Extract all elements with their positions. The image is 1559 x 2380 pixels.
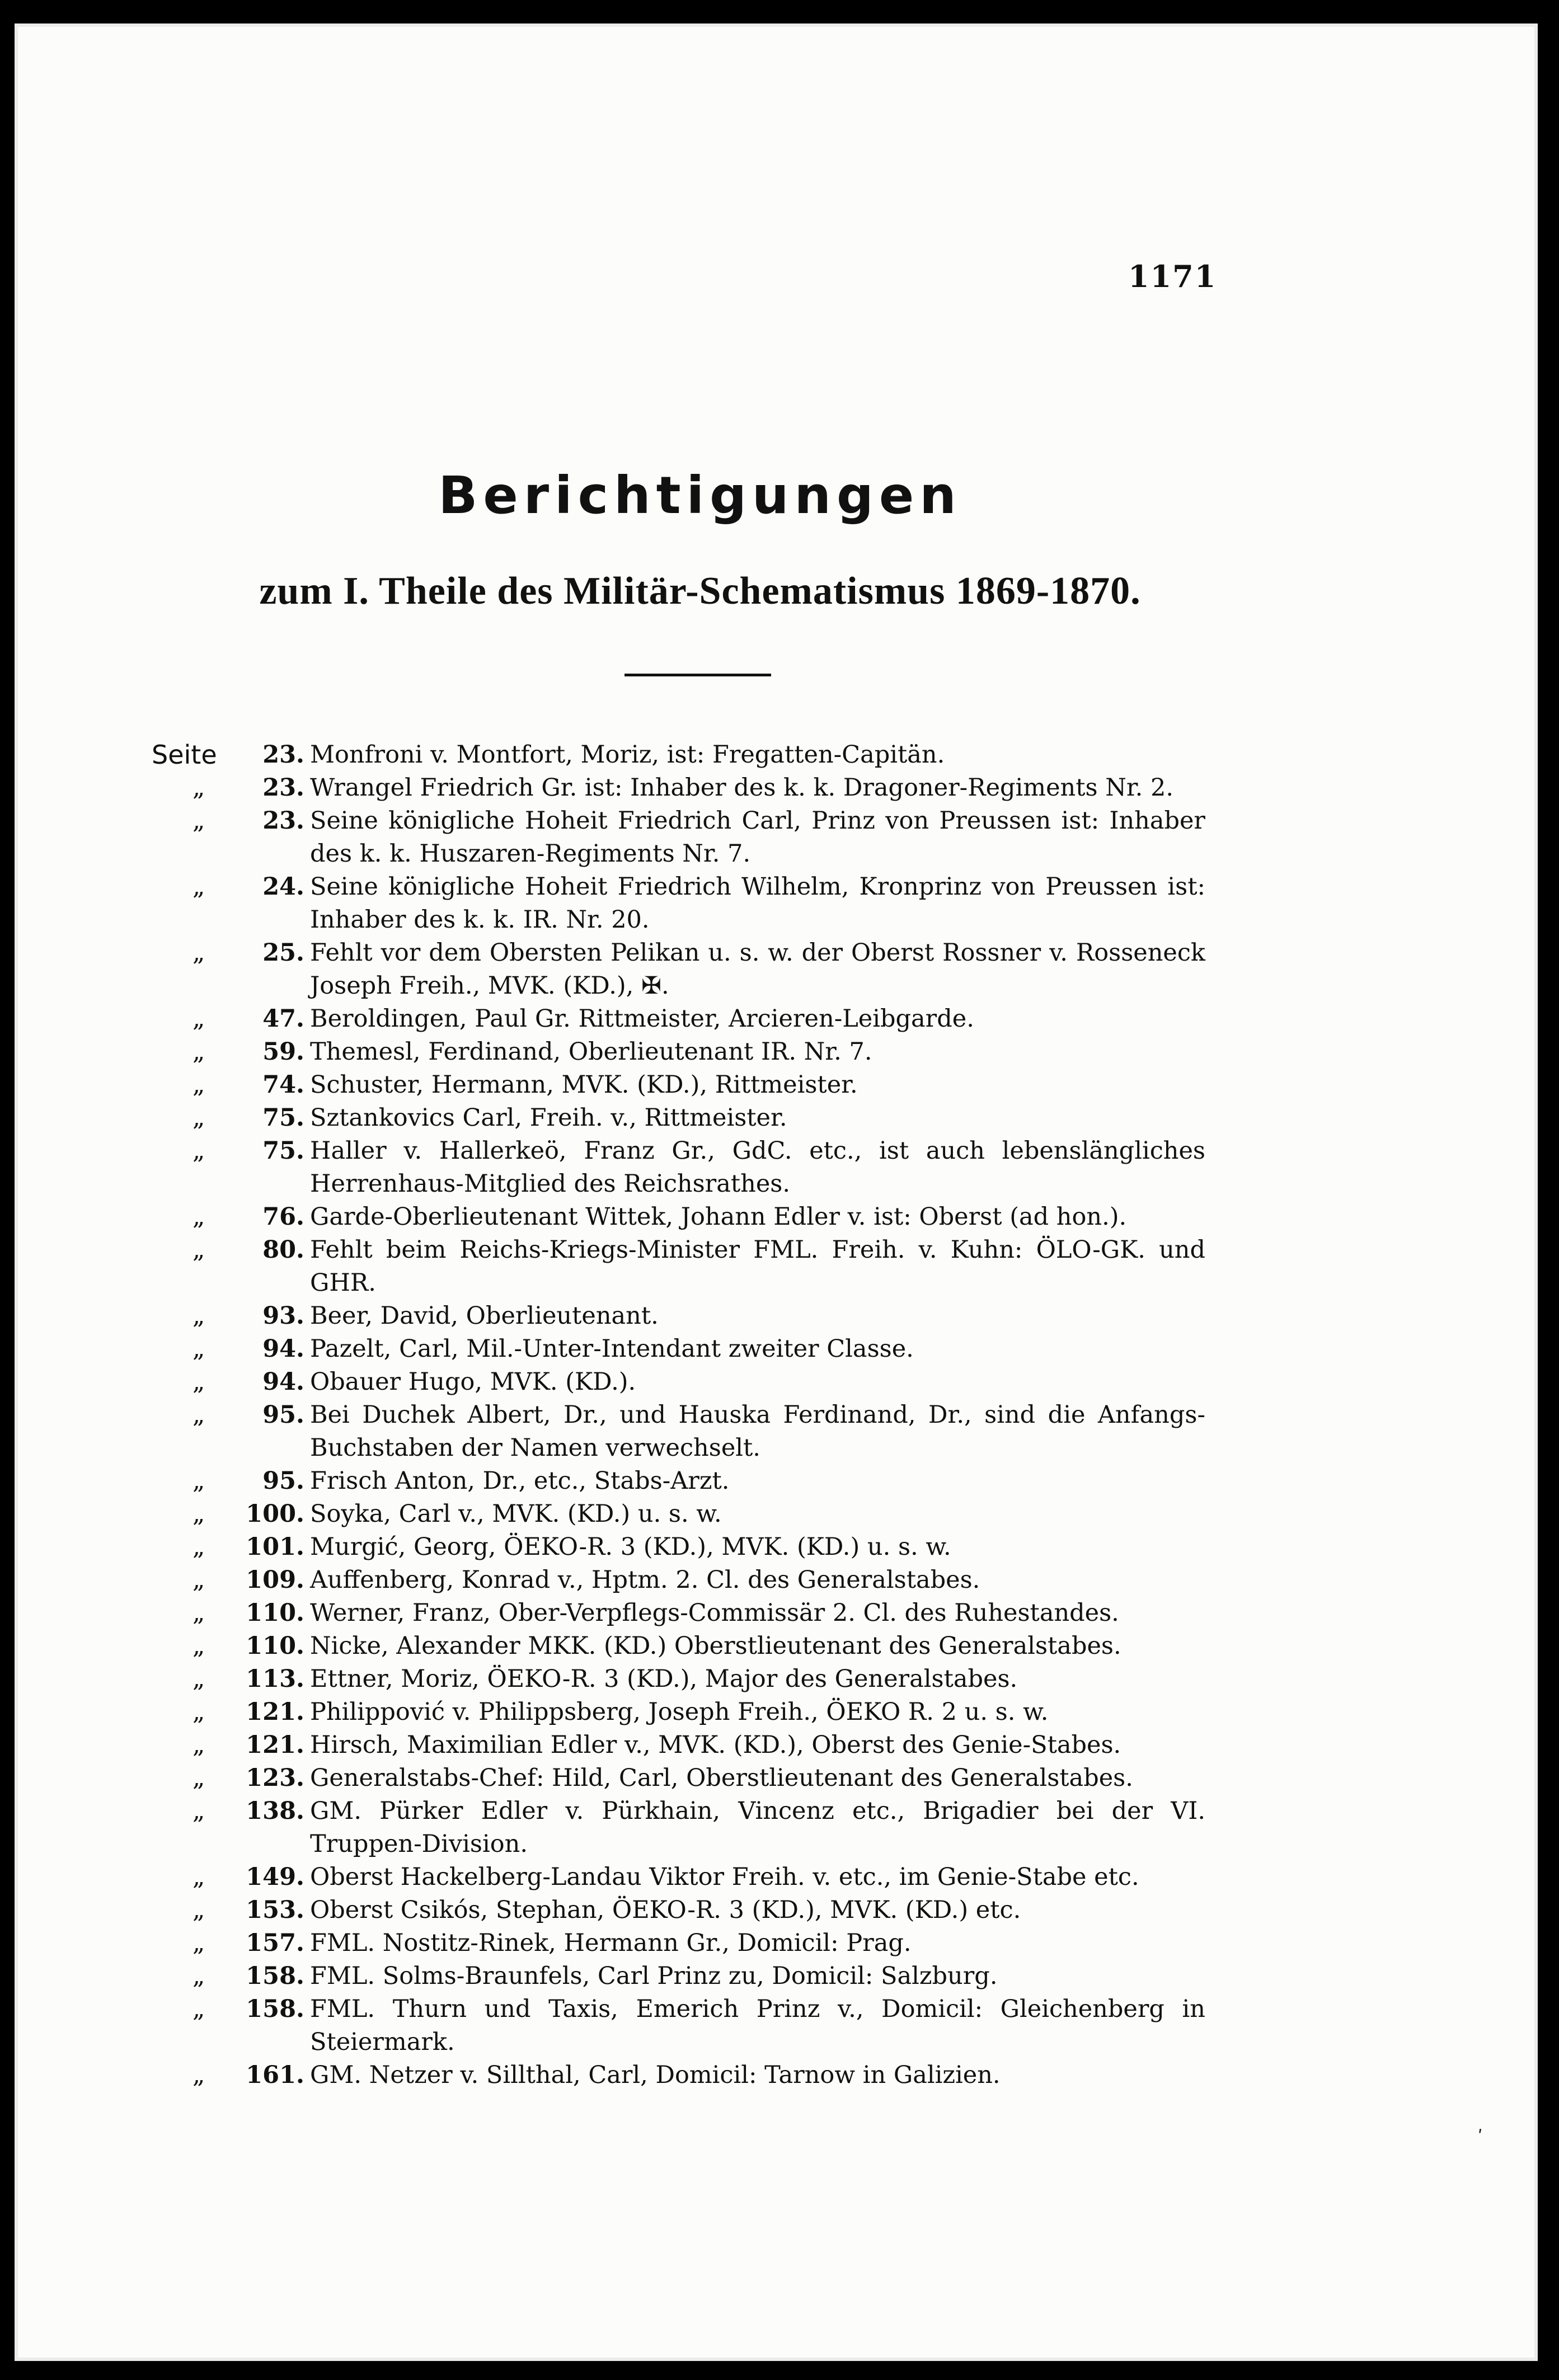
ditto-mark: „ <box>192 1038 205 1066</box>
entry-text: Nicke, Alexander MKK. (KD.) Oberstlieutenant des Generalstabes. <box>310 1632 1121 1660</box>
entry-text: Beer, David, Oberlieutenant. <box>310 1302 659 1330</box>
ditto-mark: „ <box>192 1203 205 1231</box>
entry-page-number: 23. <box>262 774 304 802</box>
entry-text: Schuster, Hermann, MVK. (KD.), Rittmeister. <box>310 1071 858 1099</box>
seite-label: Seite <box>152 740 217 770</box>
list-item <box>15 1630 1538 1663</box>
ditto-mark: „ <box>192 1665 205 1693</box>
entry-page-number: 123. <box>246 1764 304 1792</box>
entry-text: Garde-Oberlieutenant Wittek, Johann Edler v. ist: Oberst (ad hon.). <box>310 1203 1127 1231</box>
ditto-mark: „ <box>192 2061 205 2089</box>
entry-page-number: 74. <box>262 1071 304 1099</box>
list-item <box>15 1036 1538 1069</box>
entry-page-number: 149. <box>246 1863 304 1891</box>
entry-text: Haller v. Hallerkeö, Franz Gr., GdC. etc., ist auch lebenslängliches Herrenhaus-Mitglied des Reichsrathes. <box>310 1137 1205 1198</box>
entry-page-number: 95. <box>262 1401 304 1429</box>
ditto-mark: „ <box>192 873 205 901</box>
entry-page-number: 75. <box>262 1137 304 1165</box>
entry-text: Seine königliche Hoheit Friedrich Wilhelm, Kronprinz von Preussen ist: Inhaber des k. k. IR. Nr. 20. <box>310 873 1205 934</box>
title-divider <box>624 674 771 676</box>
entry-text: Monfroni v. Montfort, Moriz, ist: Fregatten-Capitän. <box>310 741 945 769</box>
entry-text: Soyka, Carl v., MVK. (KD.) u. s. w. <box>310 1500 722 1528</box>
list-item <box>15 1762 1538 1795</box>
list-item <box>15 1696 1538 1729</box>
entry-text: Wrangel Friedrich Gr. ist: Inhaber des k. k. Dragoner-Regiments Nr. 2. <box>310 774 1174 802</box>
ditto-mark: „ <box>192 1797 205 1825</box>
ditto-mark: „ <box>192 1731 205 1759</box>
ditto-mark: „ <box>192 1071 205 1099</box>
entry-text: Auffenberg, Konrad v., Hptm. 2. Cl. des Generalstabes. <box>310 1566 980 1594</box>
entry-page-number: 110. <box>246 1599 304 1627</box>
list-item <box>15 1894 1538 1927</box>
entry-page-number: 80. <box>262 1236 304 1264</box>
ditto-mark: „ <box>192 1566 205 1594</box>
ditto-mark: „ <box>192 1137 205 1165</box>
list-item <box>15 1465 1538 1498</box>
ditto-mark: „ <box>192 1995 205 2023</box>
entry-page-number: 93. <box>262 1302 304 1330</box>
entry-text: Fehlt beim Reichs-Kriegs-Minister FML. Freih. v. Kuhn: ÖLO-GK. und GHR. <box>310 1236 1205 1297</box>
ditto-mark: „ <box>192 1863 205 1891</box>
list-item <box>15 1960 1538 1993</box>
entry-page-number: 110. <box>246 1632 304 1660</box>
corrections-list <box>15 739 1538 2092</box>
entry-page-number: 138. <box>246 1797 304 1825</box>
list-item <box>15 1234 1538 1300</box>
entry-page-number: 101. <box>246 1533 304 1561</box>
list-item <box>15 1333 1538 1366</box>
entry-text: Werner, Franz, Ober-Verpflegs-Commissär 2. Cl. des Ruhestandes. <box>310 1599 1119 1627</box>
ditto-mark: „ <box>192 1533 205 1561</box>
entry-page-number: 158. <box>246 1995 304 2023</box>
ditto-mark: „ <box>192 939 205 967</box>
entry-page-number: 23. <box>262 741 304 769</box>
list-item <box>15 1564 1538 1597</box>
list-item <box>15 1399 1538 1465</box>
entry-text: Themesl, Ferdinand, Oberlieutenant IR. Nr. 7. <box>310 1038 872 1066</box>
ditto-mark: „ <box>192 1764 205 1792</box>
list-item <box>15 1861 1538 1894</box>
entry-text: Murgić, Georg, ÖEKO-R. 3 (KD.), MVK. (KD.) u. s. w. <box>310 1533 951 1561</box>
entry-text: Hirsch, Maximilian Edler v., MVK. (KD.), Oberst des Genie-Stabes. <box>310 1731 1121 1759</box>
entry-text: Frisch Anton, Dr., etc., Stabs-Arzt. <box>310 1467 730 1495</box>
entry-page-number: 76. <box>262 1203 304 1231</box>
ditto-mark: „ <box>192 807 205 835</box>
page-title: Berichtigungen <box>438 465 962 525</box>
list-item <box>15 1300 1538 1333</box>
entry-page-number: 94. <box>262 1368 304 1396</box>
ditto-mark: „ <box>192 1962 205 1990</box>
entry-text: Generalstabs-Chef: Hild, Carl, Oberstlieutenant des Generalstabes. <box>310 1764 1133 1792</box>
entry-page-number: 24. <box>262 873 304 901</box>
list-item <box>15 1366 1538 1399</box>
entry-page-number: 121. <box>246 1698 304 1726</box>
list-item <box>15 1663 1538 1696</box>
list-item <box>15 937 1538 1003</box>
ditto-mark: „ <box>192 1500 205 1528</box>
entry-page-number: 109. <box>246 1566 304 1594</box>
list-item <box>15 1201 1538 1234</box>
ditto-mark: „ <box>192 1599 205 1627</box>
entry-page-number: 94. <box>262 1335 304 1363</box>
ditto-mark: „ <box>192 1896 205 1924</box>
ditto-mark: „ <box>192 1401 205 1429</box>
entry-text: Seine königliche Hoheit Friedrich Carl, Prinz von Preussen ist: Inhaber des k. k. Huszaren-Regiments Nr. 7. <box>310 807 1205 868</box>
entry-page-number: 75. <box>262 1104 304 1132</box>
list-item <box>15 1498 1538 1531</box>
entry-page-number: 157. <box>246 1929 304 1957</box>
page-subtitle: zum I. Theile des Militär-Schematismus 1869-1870. <box>259 570 1141 613</box>
entry-text: Ettner, Moriz, ÖEKO-R. 3 (KD.), Major des Generalstabes. <box>310 1665 1018 1693</box>
entry-text: FML. Thurn und Taxis, Emerich Prinz v., Domicil: Gleichenberg in Steiermark. <box>310 1995 1205 2056</box>
entry-text: Pazelt, Carl, Mil.-Unter-Intendant zweiter Classe. <box>310 1335 914 1363</box>
ditto-mark: „ <box>192 1104 205 1132</box>
entry-text: Oberst Hackelberg-Landau Viktor Freih. v. etc., im Genie-Stabe etc. <box>310 1863 1139 1891</box>
list-item <box>15 1597 1538 1630</box>
ditto-mark: „ <box>192 1005 205 1033</box>
entry-page-number: 95. <box>262 1467 304 1495</box>
ditto-mark: „ <box>192 1698 205 1726</box>
entry-text: Obauer Hugo, MVK. (KD.). <box>310 1368 636 1396</box>
entry-page-number: 121. <box>246 1731 304 1759</box>
entry-text: Sztankovics Carl, Freih. v., Rittmeister. <box>310 1104 787 1132</box>
entry-page-number: 23. <box>262 807 304 835</box>
entry-text: FML. Nostitz-Rinek, Hermann Gr., Domicil: Prag. <box>310 1929 912 1957</box>
list-item <box>15 1135 1538 1201</box>
document-page <box>15 23 1538 2361</box>
ditto-mark: „ <box>192 1236 205 1264</box>
entry-page-number: 161. <box>246 2061 304 2089</box>
entry-page-number: 25. <box>262 939 304 967</box>
list-item <box>15 1927 1538 1960</box>
list-item <box>15 1003 1538 1036</box>
entry-text: Beroldingen, Paul Gr. Rittmeister, Arcieren-Leibgarde. <box>310 1005 974 1033</box>
ditto-mark: „ <box>192 774 205 802</box>
ditto-mark: „ <box>192 1632 205 1660</box>
list-item <box>15 1993 1538 2059</box>
entry-text: GM. Pürker Edler v. Pürkhain, Vincenz etc., Brigadier bei der VI. Truppen-Division. <box>310 1797 1205 1858</box>
list-item <box>15 871 1538 937</box>
entry-page-number: 100. <box>246 1500 304 1528</box>
entry-page-number: 113. <box>246 1665 304 1693</box>
list-item <box>15 1729 1538 1762</box>
entry-page-number: 59. <box>262 1038 304 1066</box>
page-number: 1171 <box>1128 258 1217 294</box>
list-item <box>15 772 1538 805</box>
ditto-mark: „ <box>192 1368 205 1396</box>
entry-page-number: 153. <box>246 1896 304 1924</box>
list-item <box>15 1102 1538 1135</box>
list-item <box>15 805 1538 871</box>
ditto-mark: „ <box>192 1467 205 1495</box>
list-item <box>15 1795 1538 1861</box>
entry-text: Fehlt vor dem Obersten Pelikan u. s. w. der Oberst Rossner v. Rosseneck Joseph Freih., MVK. (KD.), ✠. <box>310 939 1205 1000</box>
entry-text: Oberst Csikós, Stephan, ÖEKO-R. 3 (KD.), MVK. (KD.) etc. <box>310 1896 1021 1924</box>
ditto-mark: „ <box>192 1302 205 1330</box>
list-item <box>15 1069 1538 1102</box>
entry-text: GM. Netzer v. Sillthal, Carl, Domicil: Tarnow in Galizien. <box>310 2061 1001 2089</box>
ditto-mark: „ <box>192 1929 205 1957</box>
entry-text: Philippović v. Philippsberg, Joseph Freih., ÖEKO R. 2 u. s. w. <box>310 1698 1049 1726</box>
footnote-mark: ʹ <box>1478 2127 1483 2147</box>
entry-text: FML. Solms-Braunfels, Carl Prinz zu, Domicil: Salzburg. <box>310 1962 998 1990</box>
list-item <box>15 2059 1538 2092</box>
list-item <box>15 1531 1538 1564</box>
list-item <box>15 739 1538 772</box>
entry-page-number: 47. <box>262 1005 304 1033</box>
entry-page-number: 158. <box>246 1962 304 1990</box>
ditto-mark: „ <box>192 1335 205 1363</box>
entry-text: Bei Duchek Albert, Dr., und Hauska Ferdinand, Dr., sind die Anfangs-Buchstaben der Namen verwechselt. <box>310 1401 1205 1462</box>
